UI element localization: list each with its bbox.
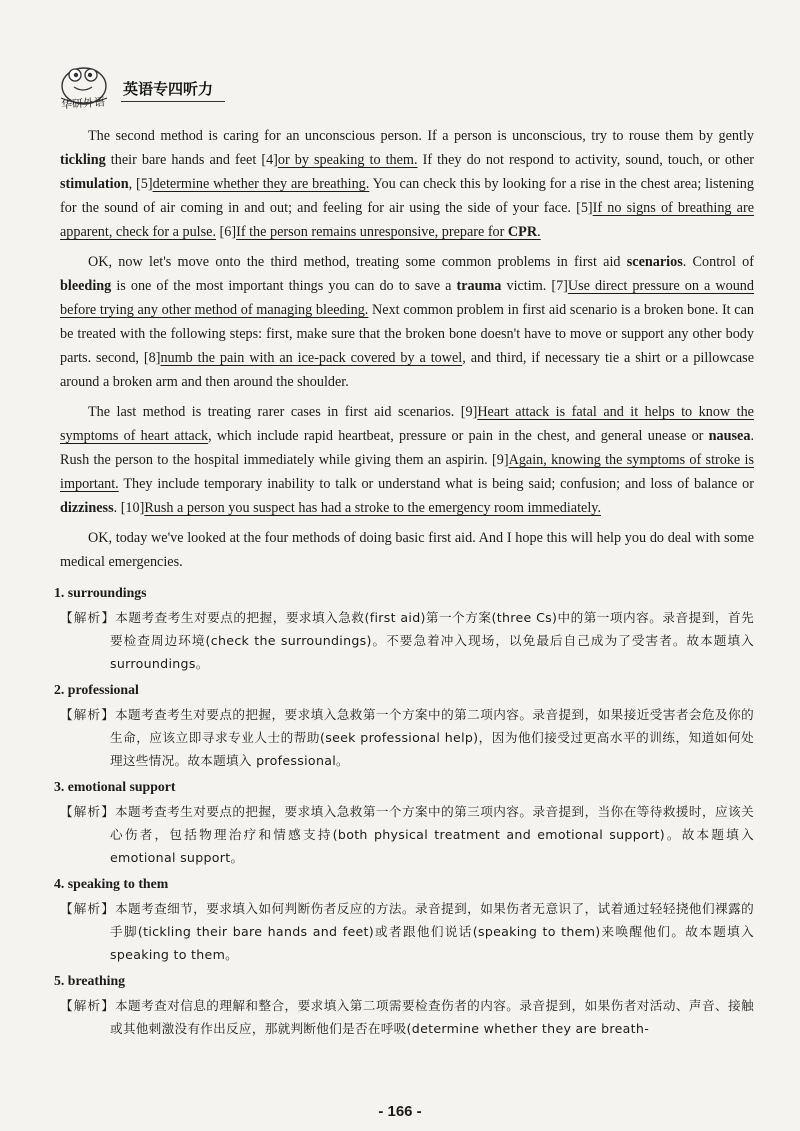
answer-sentence-underlined: Rush a person you suspect has had a stroke to the emergency room immediately. <box>144 500 601 516</box>
transcript-text: . Rush the person to the hospital immediately while giving them an aspirin. [9] <box>60 428 754 468</box>
transcript-text: scenarios <box>626 254 683 270</box>
transcript-paragraph <box>60 400 754 520</box>
analysis-text: 本题考查考生对要点的把握，要求填入急救(first aid)第一个方案(three Cs)中的第一项内容。录音提到，首先要检查周边环境(check the surroundings)。不要急着冲入现场，以免最后自己成为了受害者。故本题填入 surroundings。 <box>110 610 755 671</box>
transcript-text: OK, now let's move onto the third method, treating some common problems in first aid <box>88 254 627 270</box>
transcript-text: , and third, if necessary tie a shirt or a pillowcase around a broken arm and then around the shoulder. <box>60 350 754 390</box>
transcript-text: bleeding <box>60 278 112 294</box>
page-header-title: 英语专四听力 <box>121 78 225 102</box>
answer-sentence-underlined: or by speaking to them. <box>277 152 418 168</box>
transcript-text: They include temporary inability to talk or understand what is being said; confusion; and loss of balance or <box>118 476 754 492</box>
answer-title: 1. surroundings <box>54 585 147 600</box>
answer-sentence-underlined: If no signs of breathing are apparent, check for a pulse. <box>60 200 754 240</box>
transcript-paragraph <box>60 124 754 244</box>
page-header <box>55 62 225 112</box>
transcript-paragraph <box>60 250 754 394</box>
transcript-text: , [5] <box>128 176 153 192</box>
analysis-text: 本题考查考生对要点的把握，要求填入急救第一个方案中的第三项内容。录音提到，当你在等待救援时，应该关心伤者，包括物理治疗和情感支持(both physical treatment and emotional support)。故本题填入 emotional support。 <box>110 804 755 865</box>
answer-sentence-underlined: numb the pain with an ice-pack covered by a towel <box>160 350 463 366</box>
analysis-tag: 【解析】 <box>60 610 116 625</box>
transcript-text: stimulation <box>60 176 129 192</box>
answer-analysis <box>60 606 754 675</box>
answer-title: 3. emotional support <box>54 779 176 794</box>
page-number: - 166 - <box>378 1103 422 1120</box>
transcript-text: You can check this by looking for a rise in the chest area; listening for the sound of air coming in and out; and feeling for air using the side of your face. [5] <box>60 176 754 216</box>
transcript-text: trauma <box>456 278 502 294</box>
answer-analysis <box>60 800 754 869</box>
transcript-text: is one of the most important things you can do to save a <box>111 278 457 294</box>
answer-sentence-underlined: Heart attack is fatal and it helps to know the symptoms of heart attack <box>60 404 754 444</box>
answer-title: 4. speaking to them <box>54 876 169 891</box>
analysis-text: 本题考查考生对要点的把握，要求填入急救第一个方案中的第二项内容。录音提到，如果接近受害者会危及你的生命，应该立即寻求专业人士的帮助(seek professional help)，因为他们接受过更高水平的训练，知道如何处理这些情况。故本题填入 professional。 <box>110 707 755 768</box>
transcript-text: If they do not respond to activity, sound, touch, or other <box>417 152 754 168</box>
answer-analysis <box>60 897 754 966</box>
transcript-text: nausea <box>708 428 751 444</box>
answer-sentence-underlined: determine whether they are breathing. <box>152 176 370 192</box>
transcript-text: , which include rapid heartbeat, pressure or pain in the chest, and general unease or <box>208 428 709 444</box>
transcript-section <box>60 124 754 574</box>
answer-sentence-underlined: Use direct pressure on a wound before trying any other method of managing bleeding. <box>60 278 754 318</box>
analysis-text: 本题考查细节，要求填入如何判断伤者反应的方法。录音提到，如果伤者无意识了，试着通过轻轻挠他们裸露的手脚(tickling their bare hands and feet)或者跟他们说话(speaking to them)来唤醒他们。故本题填入 speaking to them。 <box>110 901 755 962</box>
answer-analysis <box>60 994 754 1040</box>
answer-sentence-underlined: Again, knowing the symptoms of stroke is important. <box>60 452 754 492</box>
answer-title: 5. breathing <box>54 973 126 988</box>
transcript-text: victim. [7] <box>501 278 568 294</box>
transcript-text: dizziness <box>60 500 114 516</box>
answer-sentence-underlined: If the person remains unresponsive, prepare for <box>236 224 508 240</box>
transcript-text: . [10] <box>113 500 145 516</box>
transcript-text: [6] <box>216 224 237 240</box>
publisher-logo <box>55 62 113 112</box>
analysis-tag: 【解析】 <box>60 707 115 722</box>
transcript-text: The second method is caring for an unconscious person. If a person is unconscious, try to rouse them by gently <box>88 128 754 144</box>
transcript-text: their bare hands and feet [4] <box>105 152 278 168</box>
analysis-tag: 【解析】 <box>60 901 115 916</box>
transcript-text: The last method is treating rarer cases in first aid scenarios. [9] <box>88 404 478 420</box>
analysis-tag: 【解析】 <box>60 998 115 1013</box>
transcript-paragraph <box>60 526 754 574</box>
transcript-text: tickling <box>60 152 106 168</box>
logo-text: 华研外语 <box>60 95 106 112</box>
answer-analysis <box>60 703 754 772</box>
page-content <box>54 124 755 1044</box>
answer-sentence-underlined: CPR <box>507 224 538 240</box>
analysis-text: 本题考查对信息的理解和整合，要求填入第二项需要检查伤者的内容。录音提到，如果伤者对活动、声音、接触或其他刺激没有作出反应，那就判断他们是否在呼吸(determine whether they are breath- <box>110 998 755 1036</box>
answer-key-section <box>54 582 755 1040</box>
answer-sentence-underlined: . <box>537 224 541 240</box>
transcript-text: . Control of <box>682 254 754 270</box>
analysis-tag: 【解析】 <box>60 804 115 819</box>
transcript-text: OK, today we've looked at the four methods of doing basic first aid. And I hope this will help you do deal with some medical emergencies. <box>60 530 754 570</box>
transcript-text: Next common problem in first aid scenario is a broken bone. It can be treated with the following steps: first, make sure that the broken bone doesn't have to move or support any other body parts. second, [8] <box>60 302 754 366</box>
answer-title: 2. professional <box>54 682 139 697</box>
